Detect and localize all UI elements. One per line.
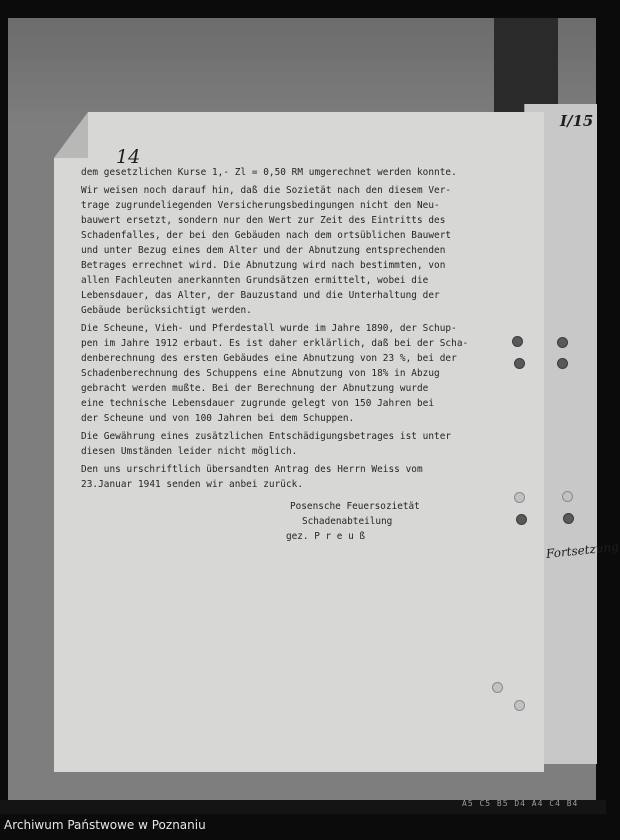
binding-strip	[494, 18, 558, 114]
punch-hole-icon	[512, 336, 523, 347]
handwritten-page-number: 14	[116, 146, 141, 168]
text-line: Schadenfalles, der bei den Gebäuden nach dem ortsüblichen Bauwert	[81, 230, 452, 241]
text-line: Die Gewährung eines zusätzlichen Entschädigungsbetrages ist unter	[81, 431, 452, 442]
text-line: Betrages errechnet wird. Die Abnutzung wird nach bestimmten, von	[81, 260, 446, 271]
text-line: eine technische Lebensdauer zugrunde gelegt von 150 Jahren bei	[81, 398, 435, 409]
text-line: pen im Jahre 1912 erbaut. Es ist daher erklärlich, daß bei der Scha-	[81, 338, 469, 349]
text-line: Lebensdauer, das Alter, der Bauzustand und die Unterhaltung der	[81, 290, 440, 301]
text-line: trage zugrundeliegenden Versicherungsbedingungen nicht den Neu-	[81, 200, 440, 211]
text-line: Schadenberechnung des Schuppens eine Abnutzung von 18% in Abzug	[81, 368, 440, 379]
text-line: der Scheune und von 100 Jahren bei dem Schuppen.	[81, 413, 355, 424]
text-line: Die Scheune, Vieh- und Pferdestall wurde im Jahre 1890, der Schup-	[81, 323, 457, 334]
text-line: Gebäude berücksichtigt werden.	[81, 305, 252, 316]
text-line: 23.Januar 1941 senden wir anbei zurück.	[81, 479, 304, 490]
text-line: denberechnung des ersten Gebäudes eine Abnutzung von 23 %, bei der	[81, 353, 457, 364]
text-line: diesen Umständen leider nicht möglich.	[81, 446, 298, 457]
text-line: gebracht werden mußte. Bei der Berechnung der Abnutzung wurde	[81, 383, 429, 394]
punch-hole-icon	[557, 358, 568, 369]
punch-hole-icon	[514, 700, 525, 711]
text-line: Wir weisen noch darauf hin, daß die Sozietät nach den diesem Ver-	[81, 185, 452, 196]
punch-hole-icon	[514, 358, 525, 369]
signature-org: Posensche Feuersozietät	[290, 501, 420, 512]
handwritten-margin-note: Fortsetzung	[545, 539, 620, 561]
punch-hole-icon	[514, 492, 525, 503]
punch-hole-icon	[516, 514, 527, 525]
archive-caption: Archiwum Państwowe w Poznaniu	[4, 818, 206, 832]
text-line: und unter Bezug eines dem Alter und der Abnutzung entsprechenden	[81, 245, 446, 256]
text-line: Den uns urschriftlich übersandten Antrag des Herrn Weiss vom	[81, 464, 423, 475]
punch-hole-icon	[563, 513, 574, 524]
punch-hole-icon	[562, 491, 573, 502]
scan-scale-labels: A5 C5 B5 D4 A4 C4 B4	[462, 799, 579, 808]
signature-dept: Schadenabteilung	[302, 516, 393, 527]
signature-name: gez. P r e u ß	[286, 531, 366, 542]
text-line: bauwert ersetzt, sondern nur den Wert zur Zeit des Eintritts des	[81, 215, 446, 226]
text-line: dem gesetzlichen Kurse 1,- Zl = 0,50 RM umgerechnet werden konnte.	[81, 167, 457, 178]
handwritten-archive-id: I/15	[560, 112, 594, 130]
punch-hole-icon	[492, 682, 503, 693]
punch-hole-icon	[557, 337, 568, 348]
text-line: allen Fachleuten anerkannten Grundsätzen ermittelt, wobei die	[81, 275, 429, 286]
